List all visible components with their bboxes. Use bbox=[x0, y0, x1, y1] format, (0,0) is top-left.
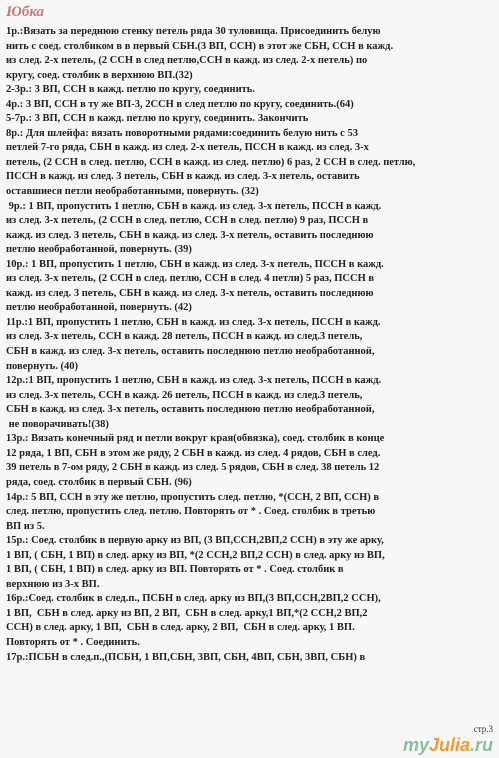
text-line: 2-3р.: 3 ВП, ССН в кажд. петлю по кругу, соединить. bbox=[6, 84, 255, 96]
text-line: 1 ВП, ( СБН, 1 ВП) в след. арку из ВП. Повторять от * . Соед. столбик в bbox=[6, 564, 344, 576]
text-line: из след. 2-х петель, (2 ССН в след петлю,ССН в кажд. из след. 2-х петель) по bbox=[6, 55, 368, 67]
page-number: стр.3 bbox=[473, 724, 493, 734]
text-line: из след. 3-х петель, ССН в кажд. 26 петель, ПССН в кажд. из след.3 петель, bbox=[6, 389, 363, 401]
text-line: 12 ряда, 1 ВП, СБН в этом же ряду, 2 СБН в кажд. из след. 4 рядов, СБН в след. bbox=[6, 447, 381, 459]
text-line: СБН в кажд. из след. 3-х петель, оставить последнюю петлю необработанной, bbox=[6, 404, 375, 416]
site-logo: myJulia.ru bbox=[402, 735, 493, 755]
text-line: 14р.: 5 ВП, ССН в эту же петлю, пропустить след. петлю, *(ССН, 2 ВП, ССН) в bbox=[6, 491, 380, 503]
text-line: кажд. из след. 3 петель, СБН в кажд. из след. 3-х петель, оставить последнюю bbox=[6, 229, 374, 241]
text-line: СБН в кажд. из след. 3-х петель, оставить последнюю петлю необработанной, bbox=[6, 346, 375, 358]
text-line: верхнюю из 3-х ВП. bbox=[6, 578, 100, 590]
text-line: 1 ВП, СБН в след. арку из ВП, 2 ВП, СБН в след. арку,1 ВП,*(2 ССН,2 ВП,2 bbox=[6, 607, 368, 619]
text-line: из след. 3-х петель, (2 ССН в след. петлю, ССН в след. петлю) 9 раз, ПССН в bbox=[6, 215, 369, 227]
text-line: ПССН в кажд. из след. 3 петель, СБН в кажд. из след. 3-х петель, оставить bbox=[6, 171, 360, 183]
text-line: кругу, соед. столбик в верхнюю ВП.(32) bbox=[6, 69, 193, 81]
text-line: оставшиеся петли необработанными, повернуть. (32) bbox=[6, 186, 259, 198]
text-line: нить с соед. столбиком в в первый СБН.(3 ВП, ССН) в этот же СБН, ССН в кажд. bbox=[6, 40, 394, 52]
text-line: 8р.: Для шлейфа: вязать поворотными рядами:соединить белую нить с 53 bbox=[6, 127, 358, 139]
text-line: 10р.: 1 ВП, пропустить 1 петлю, СБН в кажд. из след. 3-х петель, ПССН в кажд. bbox=[6, 258, 384, 270]
text-line: 39 петель в 7-ом ряду, 2 СБН в кажд. из след. 5 рядов, СБН в след. 38 петель 12 bbox=[6, 462, 380, 474]
text-line: ССН) в след. арку, 1 ВП, СБН в след. арку, 2 ВП, СБН в след. арку, 1 ВП. bbox=[6, 622, 355, 634]
text-line: 1р.:Вязать за переднюю стенку петель ряда 30 туловища. Присоединить белую bbox=[6, 26, 381, 37]
text-line: 4р.: 3 ВП, ССН в ту же ВП-3, 2ССН в след петлю по кругу, соединить.(64) bbox=[6, 98, 354, 110]
text-line: 13р.: Вязать конечный ряд и петли вокруг края(обвязка), соед. столбик в конце bbox=[6, 433, 385, 445]
text-line: 15р.: Соед. столбик в первую арку из ВП, (3 ВП,ССН,2ВП,2 ССН) в эту же арку, bbox=[6, 535, 384, 547]
text-line: кажд. из след. 3 петель, СБН в кажд. из след. 3-х петель, оставить последнюю bbox=[6, 287, 374, 299]
text-line: 16р.:Соед. столбик в след.п., ПСБН в след. арку из ВП,(3 ВП,ССН,2ВП,2 ССН), bbox=[6, 593, 381, 605]
text-line: не поворачивать!(38) bbox=[6, 418, 109, 430]
text-line: 5-7р.: 3 ВП, ССН в кажд. петлю по кругу, соединить. Закончить bbox=[6, 113, 309, 125]
text-line: 1 ВП, ( СБН, 1 ВП) в след. арку из ВП, *(2 ССН,2 ВП,2 ССН) в след. арку из ВП, bbox=[6, 549, 385, 561]
pattern-text bbox=[6, 25, 496, 665]
text-line: петлю необработанной, повернуть. (39) bbox=[6, 244, 192, 256]
text-line: след. петлю, пропустить след. петлю. Повторять от * . Соед. столбик в третью bbox=[6, 506, 376, 518]
text-line: петлей 7-го ряда, СБН в кажд. из след. 2-х петель, ПССН в кажд. из след. 3-х bbox=[6, 142, 369, 154]
text-line: ряда, соед. столбик в первый СБН. (96) bbox=[6, 476, 192, 488]
text-line: 9р.: 1 ВП, пропустить 1 петлю, СБН в кажд. из след. 3-х петель, ПССН в кажд. bbox=[6, 200, 382, 212]
text-line: 11р.:1 ВП, пропустить 1 петлю, СБН в кажд. из след. 3-х петель, ПССН в кажд. bbox=[6, 316, 381, 328]
text-line: из след. 3-х петель, (2 ССН в след. петлю, ССН в след. 4 петли) 5 раз, ПССН в bbox=[6, 273, 375, 285]
page-title: Юбка bbox=[6, 4, 45, 20]
text-line: петлю необработанной, повернуть. (42) bbox=[6, 302, 192, 314]
text-line: 12р.:1 ВП, пропустить 1 петлю, СБН в кажд. из след. 3-х петель, ПССН в кажд. bbox=[6, 375, 382, 387]
text-line: ВП из 5. bbox=[6, 520, 45, 532]
text-line: из след. 3-х петель, ССН в кажд. 28 петель, ПССН в кажд. из след.3 петель, bbox=[6, 331, 363, 343]
text-line: повернуть. (40) bbox=[6, 360, 78, 372]
text-line: Повторять от * . Соединить. bbox=[6, 636, 140, 648]
text-line: 17р.:ПСБН в след.п.,(ПСБН, 1 ВП,СБН, 3ВП, СБН, 4ВП, СБН, 3ВП, СБН) в bbox=[6, 651, 366, 663]
text-line: петель, (2 ССН в след. петлю, ССН в кажд. из след. петлю) 6 раз, 2 ССН в след. петлю, bbox=[6, 156, 416, 168]
